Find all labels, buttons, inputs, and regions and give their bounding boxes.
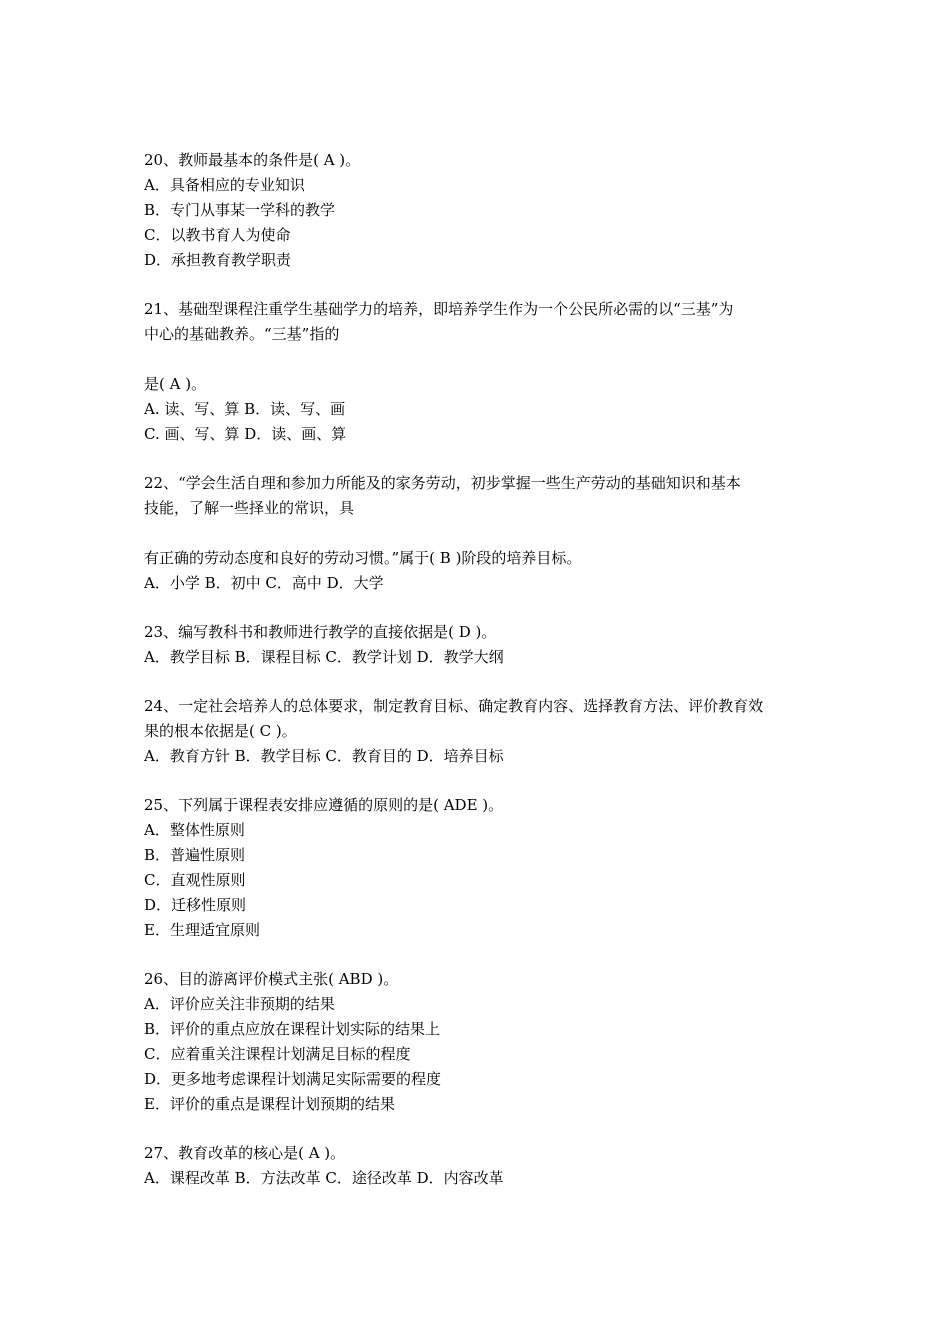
- answer-option: C. 画、写、算 D．读、画、算: [144, 425, 347, 443]
- question-stem: 27、教育改革的核心是( A )。: [144, 1144, 346, 1162]
- answer-option: C．应着重关注课程计划满足目标的程度: [144, 1045, 411, 1063]
- answer-option: E．生理适宜原则: [144, 921, 260, 939]
- question-stem: 26、目的游离评价模式主张( ABD )。: [144, 970, 399, 988]
- question-23: [144, 620, 814, 670]
- question-27: [144, 1141, 814, 1191]
- question-stem: 24、一定社会培养人的总体要求，制定教育目标、确定教育内容、选择教育方法、评价教育效: [144, 697, 764, 715]
- question-stem: 是( A )。: [144, 375, 207, 393]
- answer-option: A．教学目标 B．课程目标 C．教学计划 D．教学大纲: [144, 648, 504, 666]
- question-stem: 技能，了解一些择业的常识，具: [144, 499, 355, 517]
- question-26: [144, 967, 814, 1117]
- answer-option: B．普遍性原则: [144, 846, 246, 864]
- answer-option: A．课程改革 B．方法改革 C．途径改革 D．内容改革: [144, 1169, 504, 1187]
- answer-option: E．评价的重点是课程计划预期的结果: [144, 1095, 395, 1113]
- answer-option: A. 读、写、算 B．读、写、画: [144, 400, 346, 418]
- question-stem: 中心的基础教养。“三基”指的: [144, 325, 340, 343]
- answer-option: B．评价的重点应放在课程计划实际的结果上: [144, 1020, 441, 1038]
- blank-line: [144, 521, 814, 546]
- question-stem: 20、教师最基本的条件是( A )。: [144, 151, 361, 169]
- answer-option: B．专门从事某一学科的教学: [144, 201, 336, 219]
- answer-option: A．小学 B．初中 C．高中 D．大学: [144, 574, 384, 592]
- answer-option: A．评价应关注非预期的结果: [144, 995, 335, 1013]
- blank-line: [144, 347, 814, 372]
- question-stem: 22、“学会生活自理和参加力所能及的家务劳动，初步掌握一些生产劳动的基础知识和基本: [144, 474, 741, 492]
- question-stem: 21、基础型课程注重学生基础学力的培养，即培养学生作为一个公民所必需的以“三基”为: [144, 300, 734, 318]
- question-stem: 23、编写教科书和教师进行教学的直接依据是( D )。: [144, 623, 497, 641]
- question-21: [144, 297, 814, 447]
- question-25: [144, 793, 814, 943]
- question-22: [144, 471, 814, 596]
- answer-option: D．承担教育教学职责: [144, 251, 292, 269]
- document-body: [144, 148, 814, 1215]
- question-24: [144, 694, 814, 769]
- answer-option: A．具备相应的专业知识: [144, 176, 305, 194]
- answer-option: C．直观性原则: [144, 871, 246, 889]
- answer-option: A．整体性原则: [144, 821, 245, 839]
- question-stem: 果的根本依据是( C )。: [144, 722, 297, 740]
- question-stem: 有正确的劳动态度和良好的劳动习惯。”属于( B )阶段的培养目标。: [144, 549, 582, 567]
- answer-option: A．教育方针 B．教学目标 C．教育目的 D．培养目标: [144, 747, 504, 765]
- answer-option: D．迁移性原则: [144, 896, 247, 914]
- answer-option: C．以教书育人为使命: [144, 226, 291, 244]
- question-stem: 25、下列属于课程表安排应遵循的原则的是( ADE )。: [144, 796, 504, 814]
- question-20: [144, 148, 814, 273]
- answer-option: D．更多地考虑课程计划满足实际需要的程度: [144, 1070, 442, 1088]
